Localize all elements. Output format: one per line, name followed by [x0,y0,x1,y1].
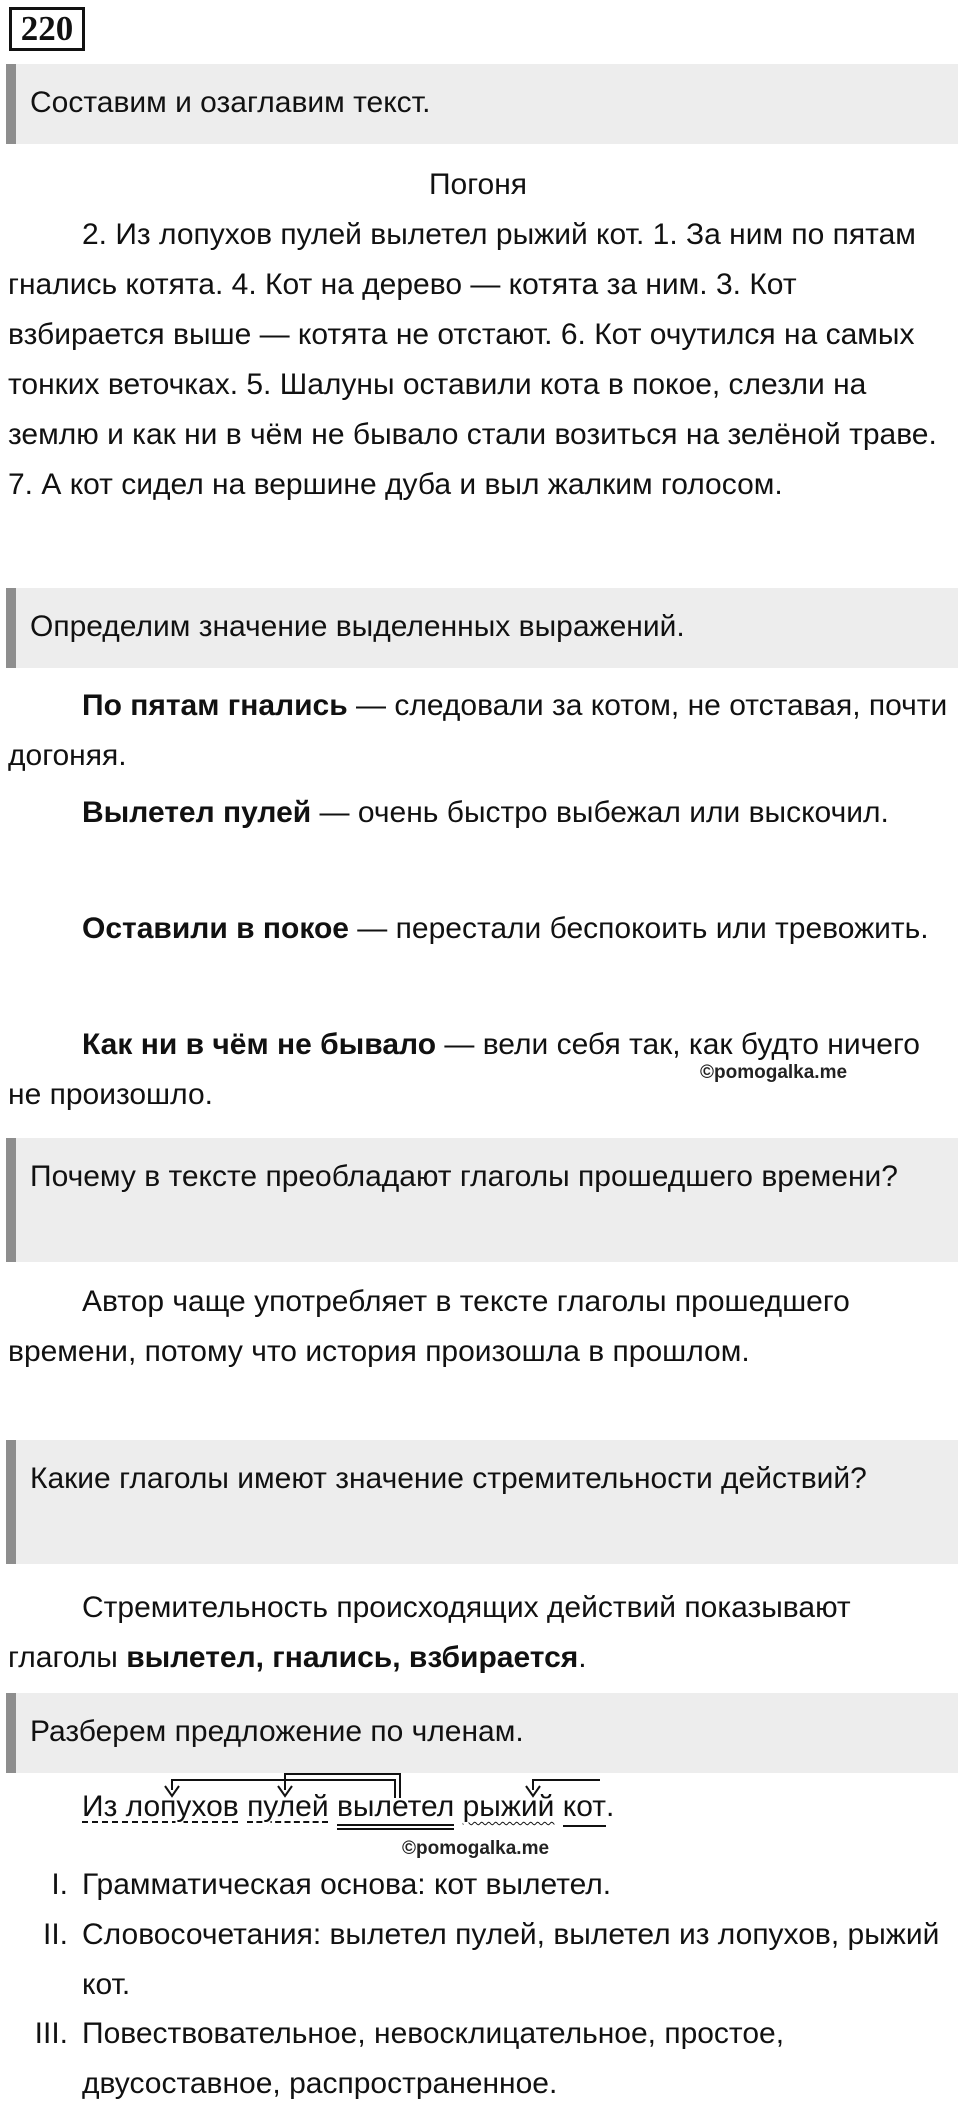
arrow-vyletel-pulej [285,1774,400,1798]
expression-item [8,681,948,781]
expression-term: Как ни в чём не бывало [82,1028,437,1061]
adverbial-pulej: пулей [247,1790,329,1823]
arrow-kot-ryzhij [533,1780,600,1798]
section-header-text: Разберем предложение по членам. [30,1715,524,1748]
task-number: 220 [9,7,85,51]
expression-definition: — перестали беспокоить или тревожить. [348,912,929,945]
subject-kot: кот [563,1790,606,1827]
expression-definition: — следовали за котом, не отставая, почти догоняя. [8,689,948,772]
story-title: Погоня [428,168,528,201]
past-tense-answer: Автор чаще употребляет в тексте глаголы прошедшего времени, потому что история произошла в прошлом. [8,1285,850,1368]
analysis-item: Грамматическая основа: кот вылетел. [82,1868,612,1901]
expression-item [8,904,948,954]
expression-term: Вылетел пулей [82,796,312,829]
section-header-past-tense [6,1138,958,1262]
speed-answer [8,1583,948,1683]
section-header-parse [6,1693,958,1773]
analysis-item: Повествовательное, невосклицательное, простое, двусоставное, распространенное. [82,2017,785,2100]
section-header-text: Какие глаголы имеют значение стремительности действий? [30,1462,867,1495]
dependency-arrows [0,1772,600,1802]
section-header-text: Составим и озаглавим текст. [30,86,431,119]
speed-answer-prefix: Стремительность происходящих действий показывают глаголы [8,1591,851,1674]
analysis-item: Словосочетания: вылетел пулей, вылетел из лопухов, рыжий кот. [82,1918,940,2001]
adverbial-iz-lopuhov: Из лопухов [82,1790,239,1823]
sentence-period: . [606,1790,615,1823]
section-header-meanings [6,588,958,668]
expression-definition: — очень быстро выбежал или выскочил. [311,796,889,829]
expression-item [8,788,948,838]
section-header-text: Определим значение выделенных выражений. [30,610,685,643]
expression-term: Оставили в покое [82,912,349,945]
story-text: 2. Из лопухов пулей вылетел рыжий кот. 1. За ним по пятам гнались котята. 4. Кот на дерево — котята за ним. 3. Кот взбирается выше — котята не отстают. 6. Кот очутился на самых тонких веточках. 5. Шалуны оставили кота в покое, слезли на землю и как ни в чём не бывало стали возиться на зелёной траве. 7. А кот сидел на вершине дуба и выл жалким голосом. [8,218,937,501]
section-header-compose [6,64,958,144]
watermark: ©pomogalka.me [402,1838,550,1859]
predicate-vyletel: вылетел [337,1790,454,1830]
section-header-speed [6,1440,958,1564]
speed-answer-verbs: вылетел, гнались, взбирается [126,1641,579,1674]
analysis-numeral: III. [34,2017,68,2050]
attribute-ryzhij: рыжий [462,1790,555,1823]
watermark: ©pomogalka.me [700,1062,848,1083]
analysis-numeral: II. [42,1918,68,1951]
expression-term: По пятам гнались [82,689,348,722]
analysis-numeral: I. [51,1868,68,1901]
section-header-text: Почему в тексте преобладают глаголы прошедшего времени? [30,1160,898,1193]
speed-answer-suffix: . [578,1641,587,1674]
expression-definition: — вели себя так, как будто ничего не произошло. [8,1028,920,1111]
